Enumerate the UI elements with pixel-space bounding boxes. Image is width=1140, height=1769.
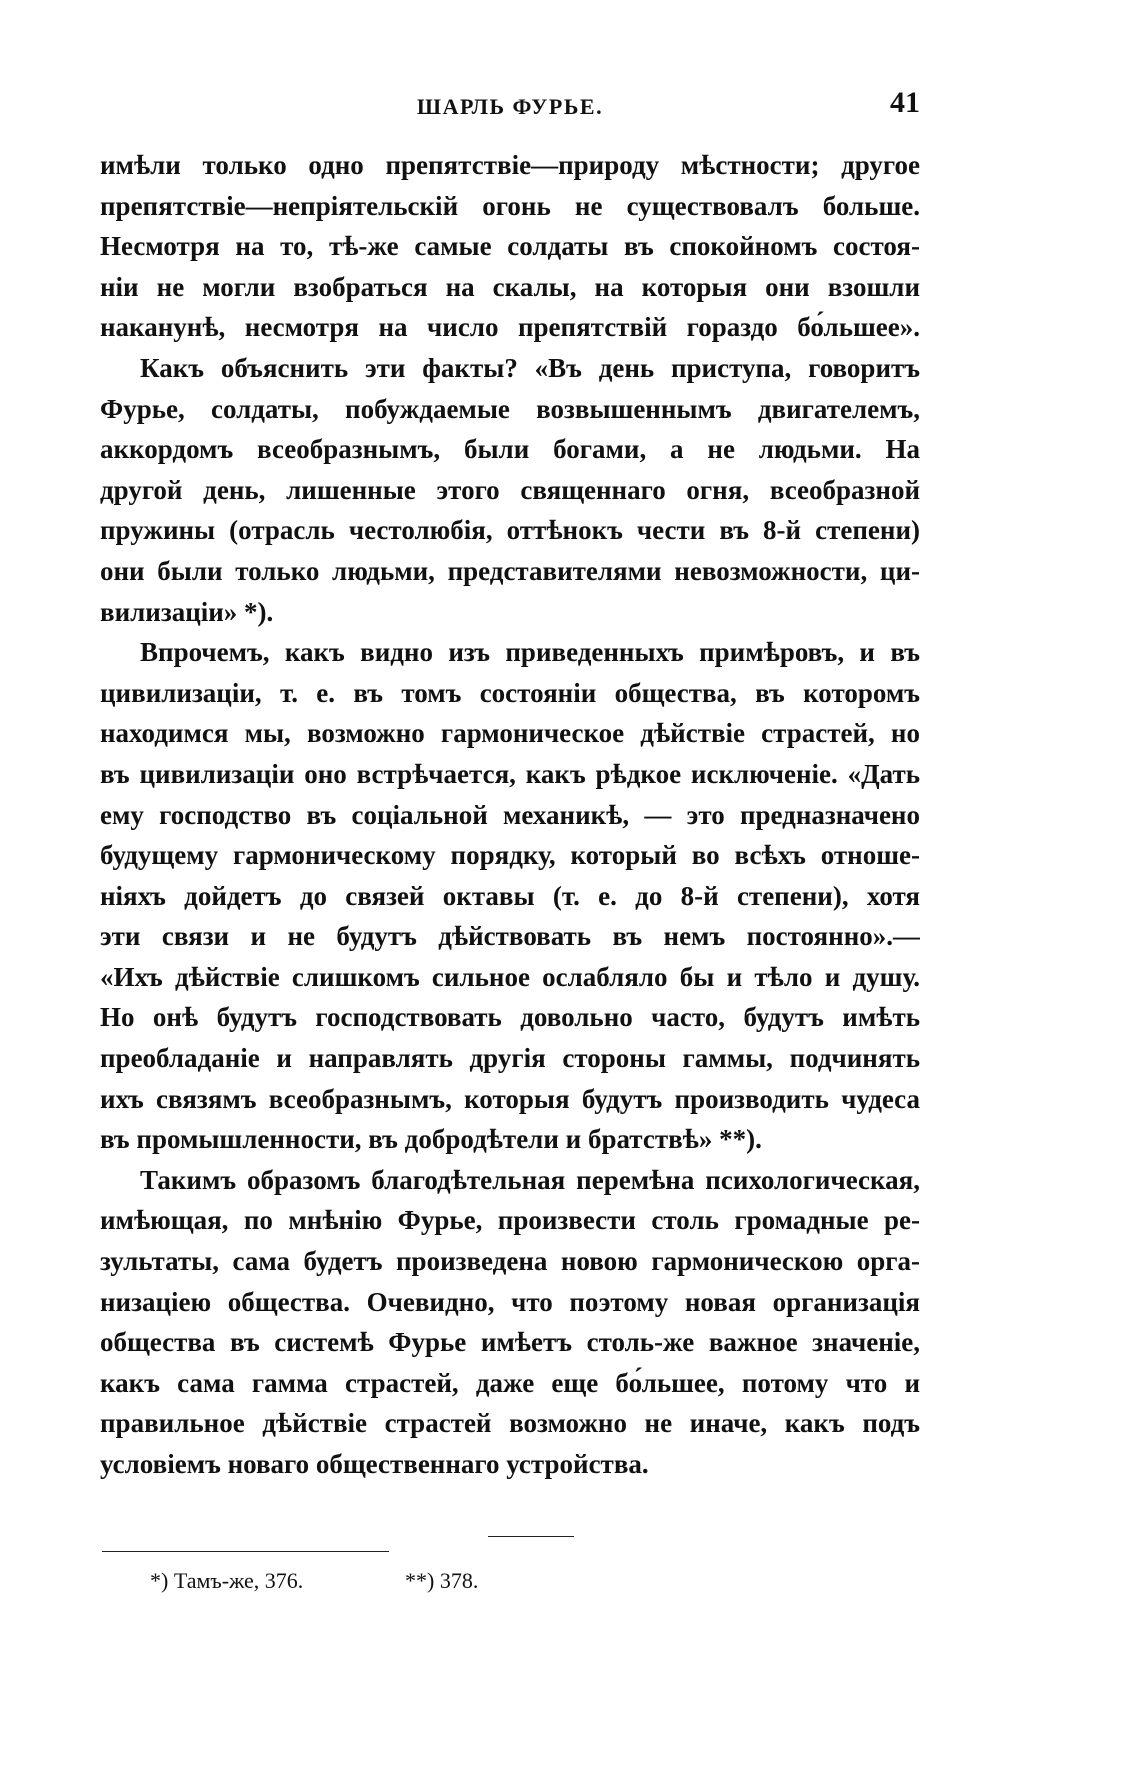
text-line: другой день, лишенные этого священнаго огня, всеобразной (100, 474, 920, 505)
footnote-rule (102, 1551, 389, 1552)
text-line: «Ихъ дѣйствіе слишкомъ сильное ослабляло бы и тѣло и душу. (100, 961, 920, 992)
text-line: зультаты, сама будетъ произведена новою гармоническою орга- (100, 1246, 920, 1277)
text-line: препятствіе—непріятельскій огонь не существовалъ больше. (100, 190, 920, 221)
text-line: Но онѣ будутъ господствовать довольно часто, будутъ имѣть (100, 1002, 920, 1033)
text-line: цивилизаціи, т. е. въ томъ состояніи общества, въ которомъ (100, 677, 920, 708)
text-line: Какъ объяснить эти факты? «Въ день приступа, говоритъ (140, 352, 920, 383)
text-line: ему господство въ соціальной механикѣ, — это предназначено (100, 799, 920, 830)
text-line: находимся мы, возможно гармоническое дѣйствіе страстей, но (100, 718, 920, 749)
text-line: Несмотря на то, тѣ-же самые солдаты въ спокойномъ состоя- (100, 231, 920, 262)
text-line: Такимъ образомъ благодѣтельная перемѣна психологическая, (140, 1164, 920, 1195)
text-line: вилизаціи» *). (100, 596, 274, 627)
text-line: ихъ связямъ всеобразнымъ, которыя будутъ производить чудеса (100, 1083, 920, 1114)
text-line: пружины (отрасль честолюбія, оттѣнокъ чести въ 8-й степени) (100, 515, 920, 546)
text-line: въ цивилизаціи оно встрѣчается, какъ рѣдкое исключеніе. «Дать (100, 758, 920, 789)
text-line: преобладаніе и направлять другія стороны гаммы, подчинять (100, 1043, 920, 1074)
text-line: имѣющая, по мнѣнію Фурье, произвести столь громадные ре- (100, 1205, 920, 1236)
text-line: эти связи и не будутъ дѣйствовать въ немъ постоянно».— (100, 921, 920, 952)
text-line: Впрочемъ, какъ видно изъ приведенныхъ примѣровъ, и въ (140, 637, 920, 668)
text-line: аккордомъ всеобразнымъ, были богами, а не людьми. На (100, 434, 920, 465)
page-number: 41 (890, 86, 920, 119)
text-line: общества въ системѣ Фурье имѣетъ столь-же важное значеніе, (100, 1327, 920, 1358)
text-line: ніи не могли взобраться на скалы, на которыя они взошли (100, 271, 920, 302)
text-line: въ промышленности, въ добродѣтели и братствѣ» **). (100, 1124, 762, 1155)
body-text (100, 145, 920, 1485)
footnote-1: *) Тамъ-же, 376. (150, 1568, 304, 1593)
text-line: условіемъ новаго общественнаго устройства. (100, 1449, 649, 1479)
footnote-2: **) 378. (405, 1568, 479, 1593)
text-line: наканунѣ, несмотря на число препятствій гораздо бо́льшее». (100, 312, 920, 343)
text-line: Фурье, солдаты, побуждаемые возвышеннымъ двигателемъ, (100, 393, 920, 424)
running-title: ШАРЛЬ ФУРЬЕ. (416, 94, 604, 119)
text-line: какъ сама гамма страстей, даже еще бо́льшее, потому что и (100, 1367, 920, 1398)
section-divider (488, 1536, 574, 1537)
text-line: правильное дѣйствіе страстей возможно не иначе, какъ подъ (100, 1408, 920, 1439)
text-line: они были только людьми, представителями невозможности, ци- (100, 555, 920, 586)
page-header (100, 86, 920, 126)
text-line: низаціею общества. Очевидно, что поэтому новая организація (100, 1286, 920, 1317)
text-line: имѣли только одно препятствіе—природу мѣстности; другое (100, 150, 920, 180)
text-line: ніяхъ дойдетъ до связей октавы (т. е. до 8-й степени), хотя (100, 880, 920, 911)
text-line: будущему гармоническому порядку, который во всѣхъ отноше- (100, 840, 920, 871)
